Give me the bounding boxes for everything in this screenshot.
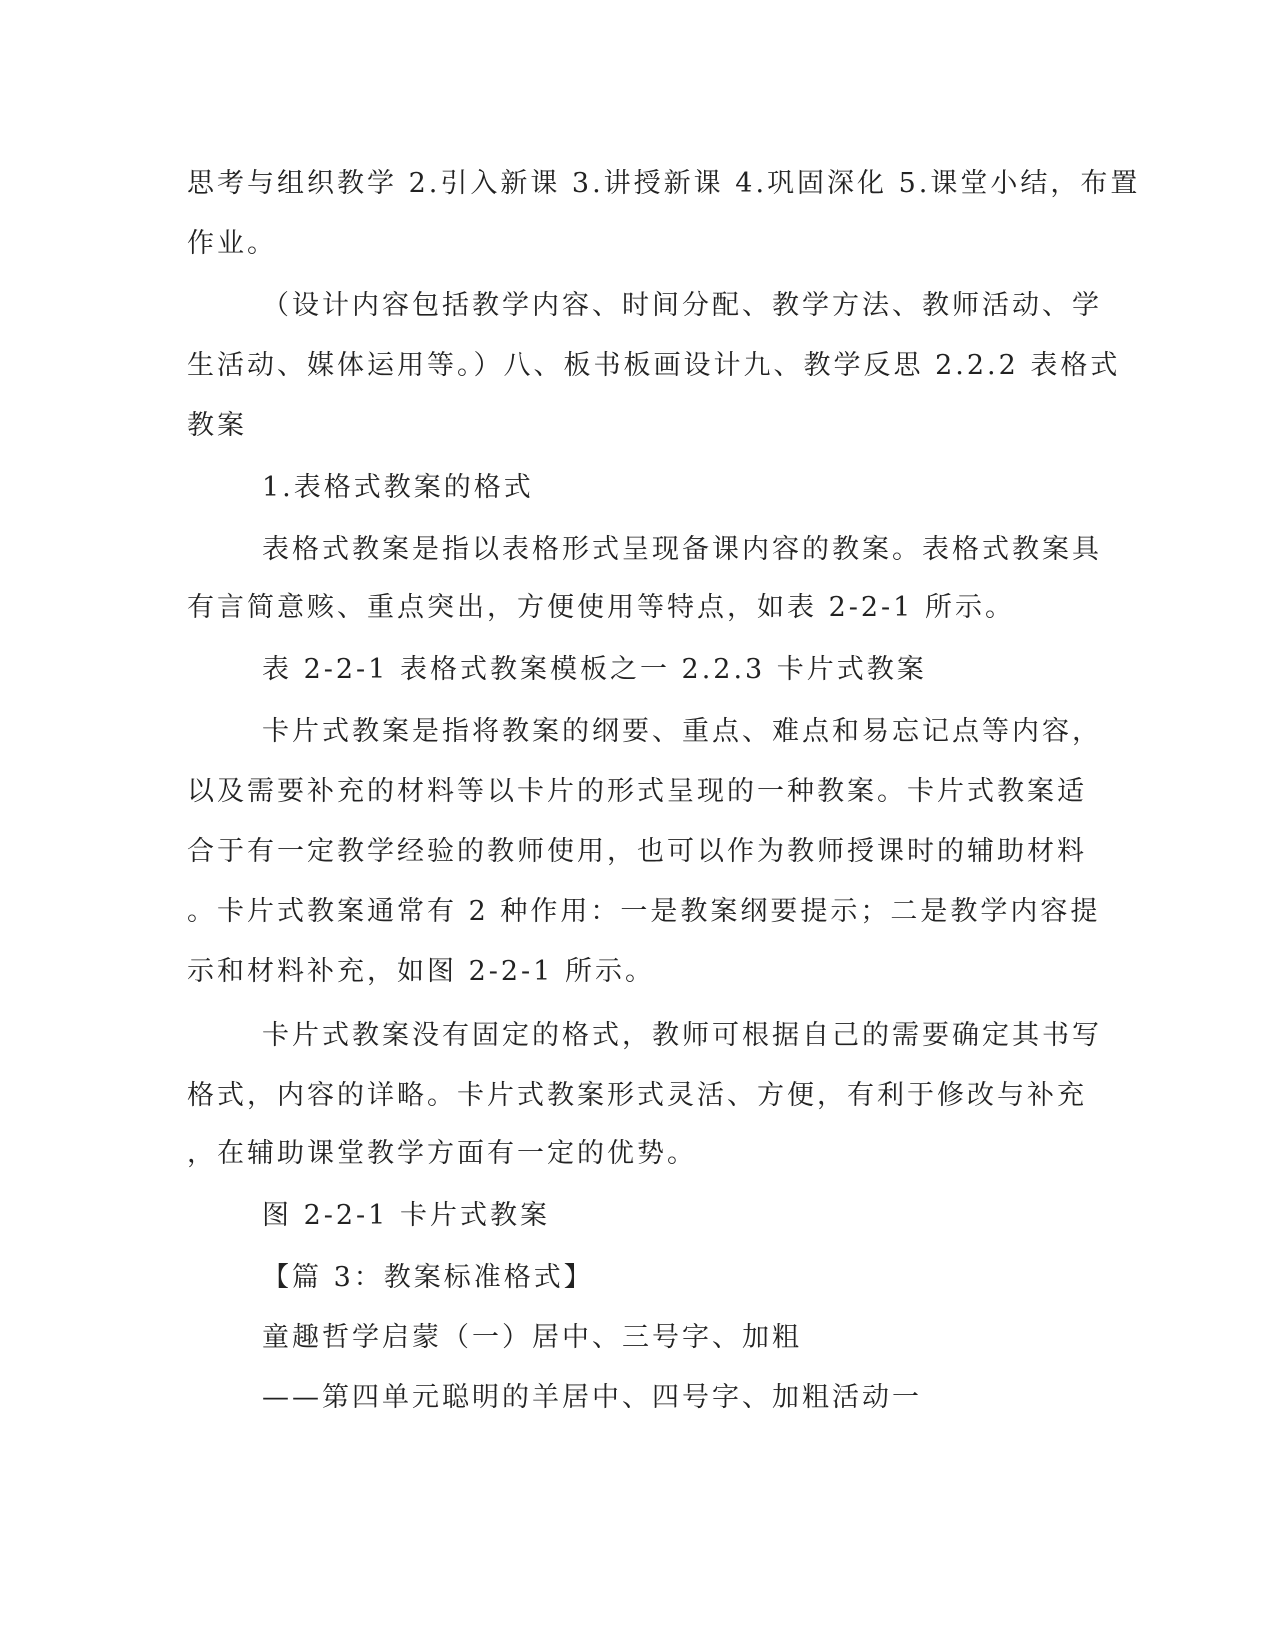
text-line: 童趣哲学启蒙（一）居中、三号字、加粗 — [262, 1322, 802, 1353]
chapter-heading: 【篇 3：教案标准格式】 — [262, 1262, 594, 1293]
text-line: 卡片式教案是指将教案的纲要、重点、难点和易忘记点等内容， — [262, 716, 1102, 747]
text-line: ，在辅助课堂教学方面有一定的优势。 — [187, 1138, 697, 1169]
text-line: ——第四单元聪明的羊居中、四号字、加粗活动一 — [262, 1382, 922, 1413]
text-line: 教案 — [187, 410, 247, 441]
text-line: 有言简意赅、重点突出，方便使用等特点，如表 2-2-1 所示。 — [187, 592, 1015, 623]
section-heading: 1.表格式教案的格式 — [262, 472, 534, 503]
text-line: 思考与组织教学 2.引入新课 3.讲授新课 4.巩固深化 5.课堂小结，布置 — [187, 168, 1141, 199]
text-line: 示和材料补充，如图 2-2-1 所示。 — [187, 956, 655, 987]
text-line: （设计内容包括教学内容、时间分配、教学方法、教师活动、学 — [262, 290, 1102, 321]
text-line: 合于有一定教学经验的教师使用，也可以作为教师授课时的辅助材料 — [187, 836, 1087, 867]
text-line: 生活动、媒体运用等。）八、板书板画设计九、教学反思 2.2.2 表格式 — [187, 350, 1121, 381]
figure-caption: 图 2-2-1 卡片式教案 — [262, 1200, 550, 1231]
text-line: 作业。 — [187, 228, 277, 259]
text-line: 卡片式教案没有固定的格式，教师可根据自己的需要确定其书写 — [262, 1020, 1102, 1051]
text-line: 格式，内容的详略。卡片式教案形式灵活、方便，有利于修改与补充 — [187, 1080, 1087, 1111]
table-caption: 表 2-2-1 表格式教案模板之一 2.2.3 卡片式教案 — [262, 654, 927, 685]
text-line: 表格式教案是指以表格形式呈现备课内容的教案。表格式教案具 — [262, 534, 1102, 565]
text-line: 以及需要补充的材料等以卡片的形式呈现的一种教案。卡片式教案适 — [187, 776, 1087, 807]
text-line: 。卡片式教案通常有 2 种作用：一是教案纲要提示；二是教学内容提 — [187, 896, 1101, 927]
